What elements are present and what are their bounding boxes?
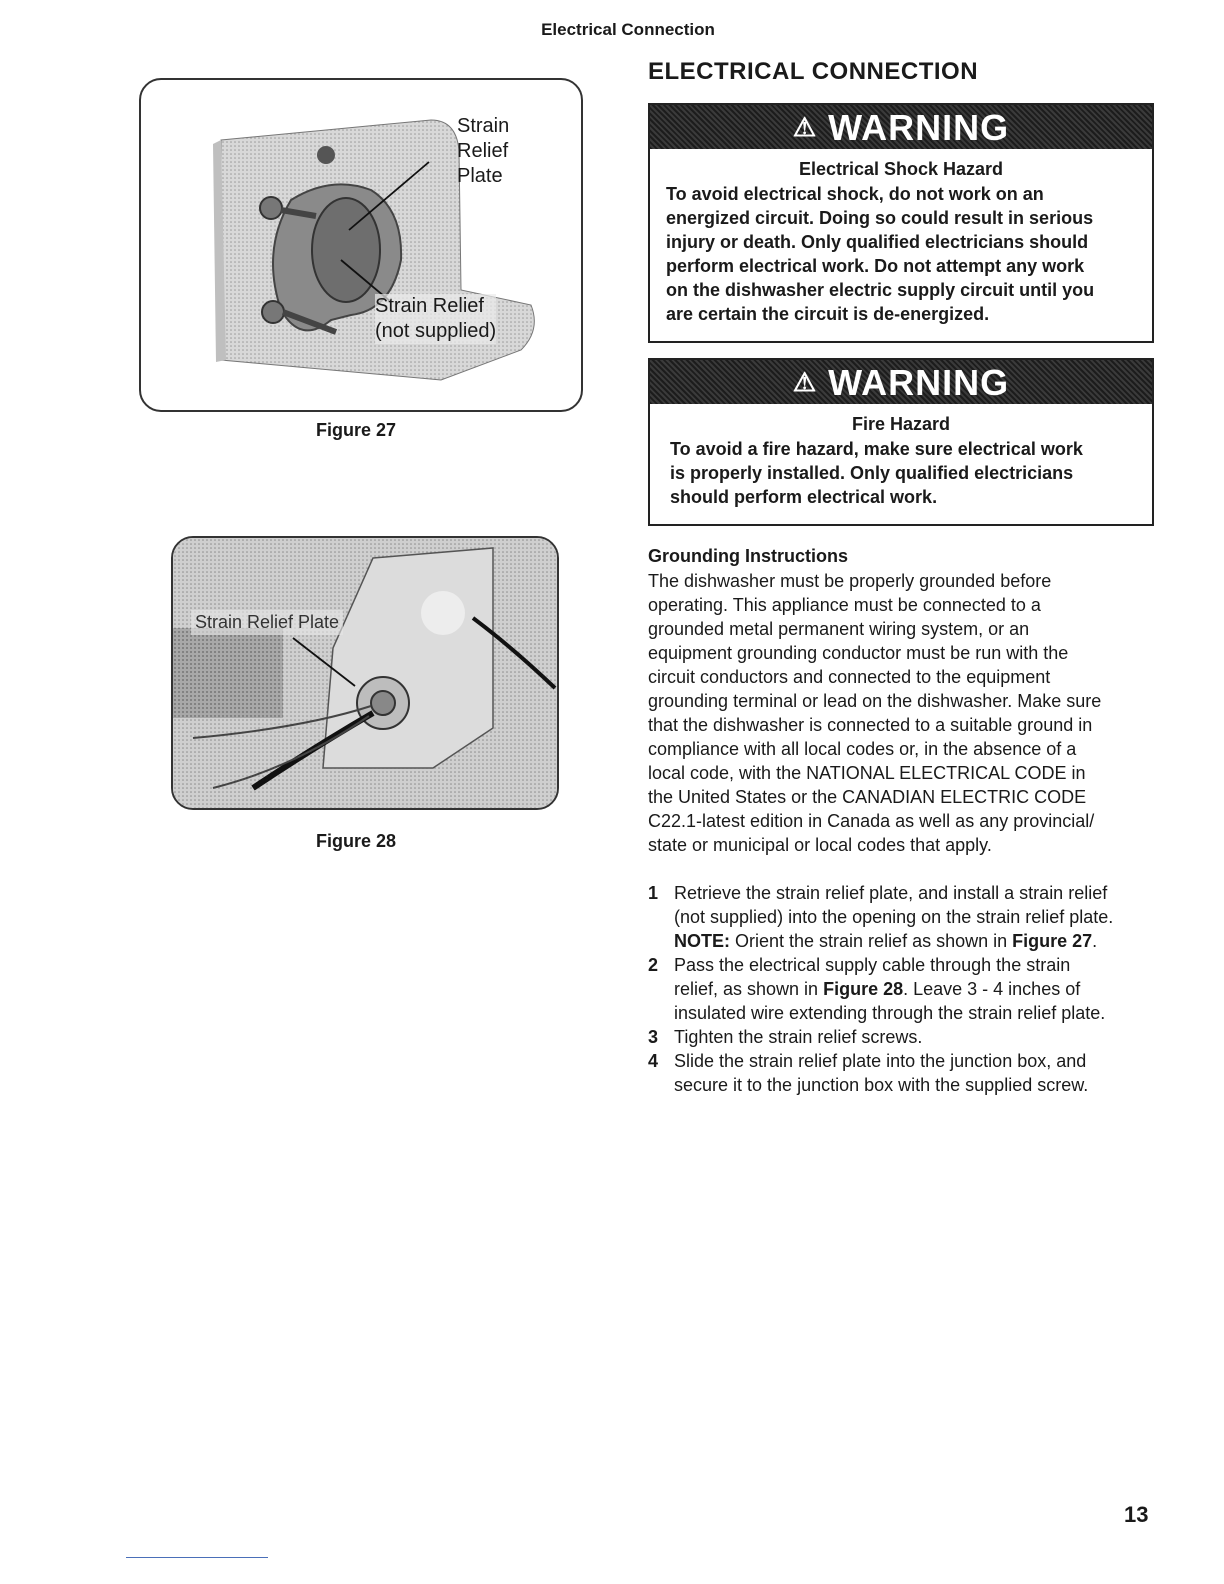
warning-triangle-icon: ⚠ xyxy=(792,367,818,397)
warning-banner: ⚠ WARNING xyxy=(650,360,1152,404)
figure-27-illustration xyxy=(141,80,581,410)
figure-27-frame xyxy=(139,78,583,412)
step-number: 4 xyxy=(648,1051,659,1071)
step-2: 2 Pass the electrical supply cable through the strain relief, as shown in Figure 28. Leave 3 - 4 inches of insulated wire extending through the strain relief plate. xyxy=(648,955,1106,1023)
hazard-title: Fire Hazard xyxy=(851,414,951,434)
warning-triangle-icon: ⚠ xyxy=(792,112,818,142)
step-number: 3 xyxy=(648,1027,659,1047)
screw-top xyxy=(260,197,282,219)
figure-27-caption: Figure 27 xyxy=(316,420,397,440)
strain-relief-label: Strain Relief (not supplied) xyxy=(375,295,497,342)
strain-relief-plate-label-28: Strain Relief Plate xyxy=(191,610,343,635)
step-3: 3 Tighten the strain relief screws. xyxy=(648,1027,923,1047)
strain-relief-plate-label: Strain Relief Plate xyxy=(457,115,510,187)
figure-28-frame xyxy=(171,536,559,810)
instruction-steps xyxy=(648,881,1158,1097)
warning-box-fire xyxy=(648,358,1154,526)
warning-banner: ⚠ WARNING xyxy=(650,105,1152,149)
grounding-paragraph: The dishwasher must be properly grounded before operating. This appliance must be connected to a grounded metal permanent wiring system, or an equipment grounding conductor must be run with the circuit conductors and connected to the equipment grounding terminal or lead on the dishwasher. Make sure that the dishwasher is connected to a suitable ground in compliance with all local codes or, in the absence of a local code, with the NATIONAL ELECTRICAL CODE in the United States or the CANADIAN ELECTRIC CODE C22.1-latest edition in Canada as well as any provincial/ state or municipal or local codes that apply. xyxy=(648,571,1102,855)
mounting-hole xyxy=(317,146,335,164)
warning-text: To avoid a fire hazard, make sure electrical work is properly installed. Only qualified electricians should perform electrical work. xyxy=(670,439,1083,507)
step-4: 4 Slide the strain relief plate into the junction box, and secure it to the junction box with the supplied screw. xyxy=(648,1051,1089,1095)
step-1: 1 Retrieve the strain relief plate, and install a strain relief (not supplied) into the opening on the strain relief plate. NOTE: Orient the strain relief as shown in Figure 27. xyxy=(648,883,1114,951)
section-title: ELECTRICAL CONNECTION xyxy=(648,58,979,85)
hazard-title: Electrical Shock Hazard xyxy=(798,159,1004,179)
clamp-hole xyxy=(312,198,380,302)
screw-bottom xyxy=(262,301,284,323)
step-number: 2 xyxy=(648,955,659,975)
page-number: 13 xyxy=(1124,1502,1149,1527)
footer-rule xyxy=(126,1557,268,1558)
figure-28-caption: Figure 28 xyxy=(316,831,397,851)
warning-text: To avoid electrical shock, do not work on an energized circuit. Doing so could result in serious injury or death. Only qualified electricians should perform electrical work. Do not attempt any work on the dishwasher electric supply circuit until you are certain the circuit is de-energized. xyxy=(666,184,1095,324)
warning-box-electrical-shock xyxy=(648,103,1154,343)
running-header: Electrical Connection xyxy=(541,20,715,39)
step-number: 1 xyxy=(648,883,659,903)
figure-28-illustration xyxy=(173,538,557,808)
grounding-heading: Grounding Instructions xyxy=(648,546,848,566)
